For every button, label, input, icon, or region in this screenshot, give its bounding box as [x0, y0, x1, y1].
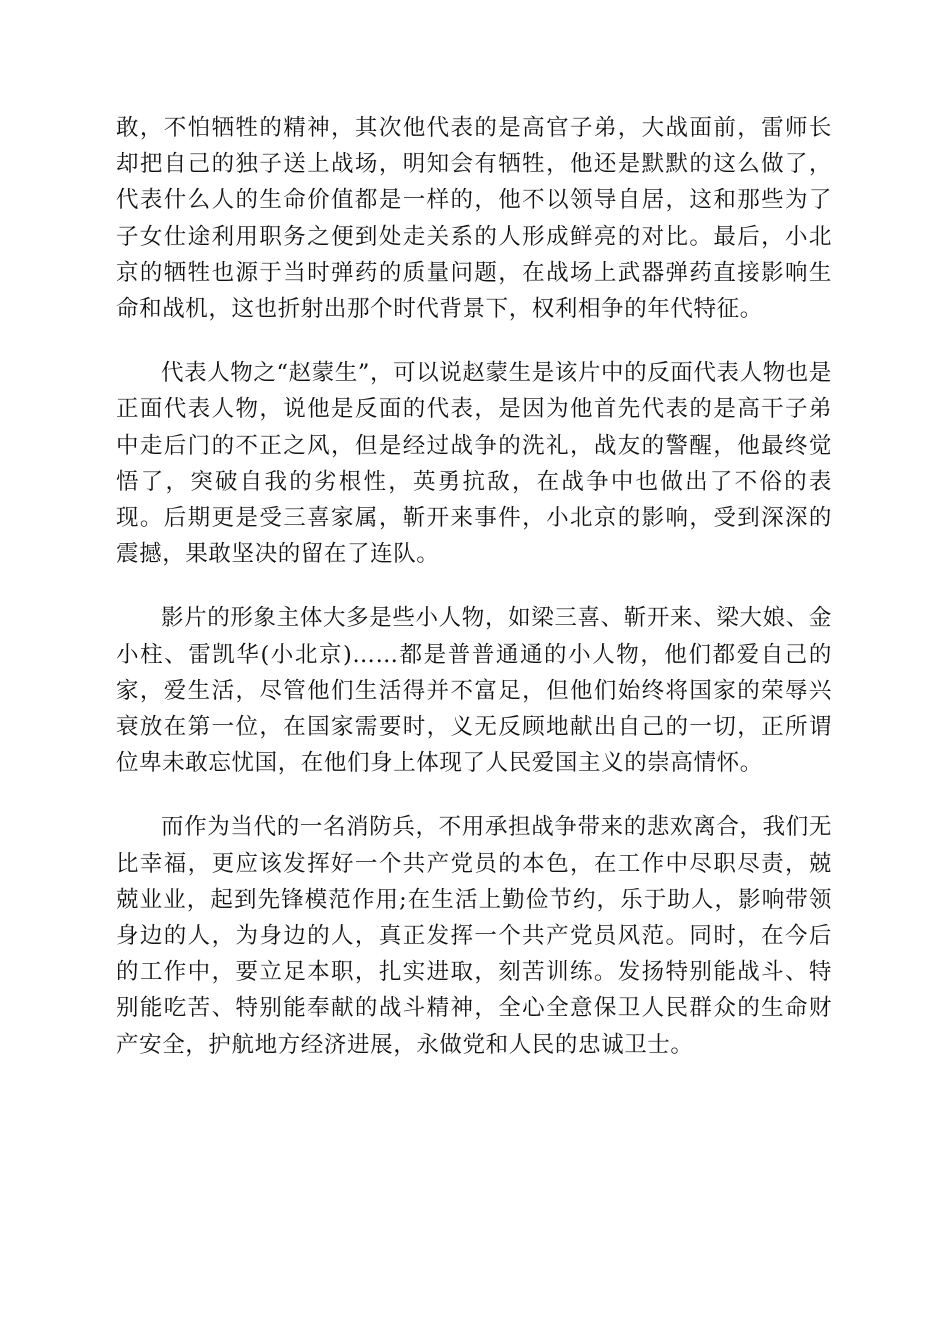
paragraph-4: 而作为当代的一名消防兵，不用承担战争带来的悲欢离合，我们无比幸福，更应该发挥好一个共产党员的本色，在工作中尽职尽责，兢兢业业，起到先锋模范作用;在生活上勤俭节约，乐于助人，影响带领身边的人，为身边的人，真正发挥一个共产党员风范。同时，在今后的工作中，要立足本职，扎实进取，刻苦训练。发扬特别能战斗、特别能吃苦、特别能奉献的战斗精神，全心全意保卫人民群众的生命财产安全，护航地方经济进展，永做党和人民的忠诚卫士。 — [116, 814, 832, 1058]
paragraph-3: 影片的形象主体大多是些小人物，如梁三喜、靳开来、梁大娘、金小柱、雷凯华(小北京)……都是普普通通的小人物，他们都爱自己的家，爱生活，尽管他们生活得并不富足，但他们始终将国家的荣辱兴衰放在第一位，在国家需要时，义无反顾地献出自己的一切，正所谓位卑未敢忘忧国，在他们身上体现了人民爱国主义的崇高情怀。 — [116, 605, 832, 777]
document-body — [116, 110, 832, 1091]
paragraph-1: 敢，不怕牺牲的精神，其次他代表的是高官子弟，大战面前，雷师长却把自己的独子送上战场，明知会有牺牲，他还是默默的这么做了，代表什么人的生命价值都是一样的，他不以领导自居，这和那些为了子女仕途利用职务之便到处走关系的人形成鲜亮的对比。最后，小北京的牺牲也源于当时弹药的质量问题，在战场上武器弹药直接影响生命和战机，这也折射出那个时代背景下，权利相争的年代特征。 — [116, 115, 832, 323]
paragraph-2: 代表人物之“赵蒙生”，可以说赵蒙生是该片中的反面代表人物也是正面代表人物，说他是反面的代表，是因为他首先代表的是高干子弟中走后门的不正之风，但是经过战争的洗礼，战友的警醒，他最终觉悟了，突破自我的劣根性，英勇抗敌，在战争中也做出了不俗的表现。后期更是受三喜家属，靳开来事件，小北京的影响，受到深深的震撼，果敢坚决的留在了连队。 — [116, 360, 833, 568]
